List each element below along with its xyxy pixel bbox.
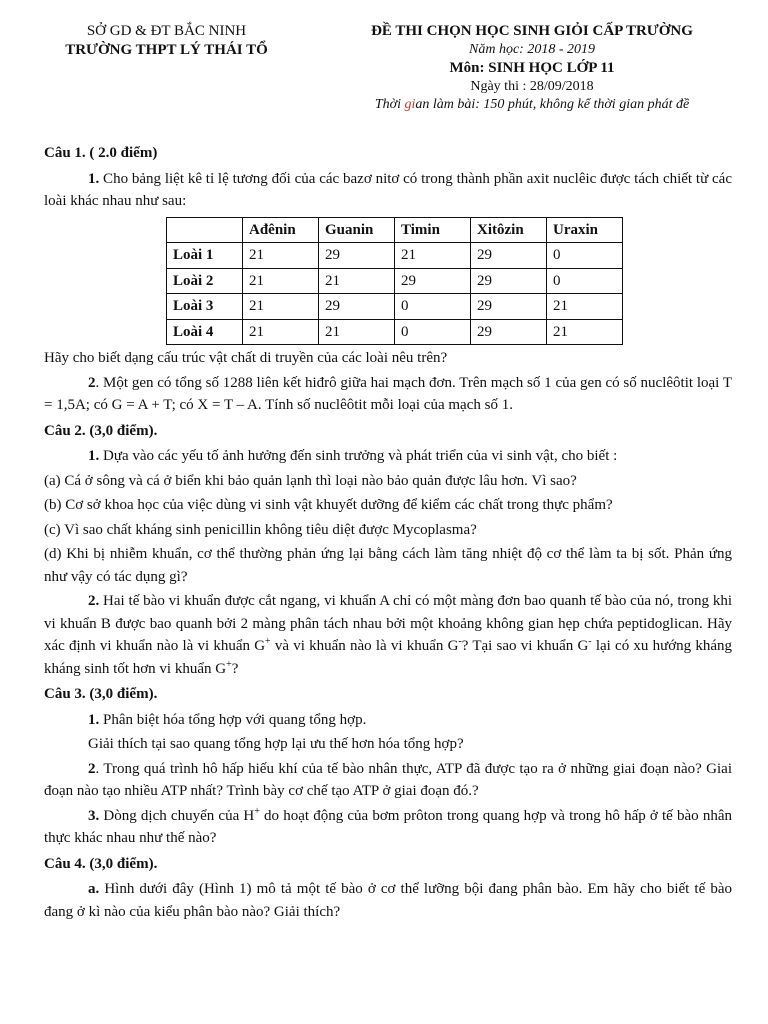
table-row bbox=[167, 243, 623, 269]
question-2-item-b: (b) Cơ sở khoa học của việc dùng vi sinh vật khuyết dưỡng để kiểm các chất trong thực phẩm? bbox=[44, 497, 613, 514]
question-3-title: Câu 3. (3,0 điểm). bbox=[44, 686, 158, 703]
table-cell: 21 bbox=[395, 243, 471, 269]
question-2-title: Câu 2. (3,0 điểm). bbox=[44, 422, 158, 439]
question-3-part-1-line-2: Giải thích tại sao quang tổng hợp lại ưu thế hơn hóa tổng hợp? bbox=[88, 736, 464, 753]
part-text-a: Hai tế bào vi khuẩn được cắt ngang, vi khuẩn A chỉ có một màng đơn bao quanh tế bào của nó, trong khi vi khuẩn B được bao quanh bởi 2 màng phân tách nhau bởi một khoảng không gian hẹp chứa peptidoglican. Hãy xác định vi khuẩn nào là vi khuẩn G bbox=[44, 593, 732, 655]
table-cell: 29 bbox=[471, 268, 547, 294]
table-cell: 21 bbox=[319, 319, 395, 345]
part-text: . Một gen có tổng số 1288 liên kết hiđrô giữa hai mạch đơn. Trên mạch số 1 của gen có số nuclêôtit loại T = 1,5A; có G = A + T; có X = T – A. Tính số nuclêôtit mỗi loại của mạch số 1. bbox=[44, 374, 732, 414]
part-number: 2. bbox=[88, 593, 100, 610]
table-header-cell: Timin bbox=[395, 217, 471, 243]
question-4-title: Câu 4. (3,0 điểm). bbox=[44, 855, 158, 872]
duration-highlight: gi bbox=[404, 97, 416, 113]
exam-duration bbox=[332, 96, 732, 114]
question-2-part-2 bbox=[44, 590, 732, 680]
superscript-plus: + bbox=[265, 636, 271, 648]
header bbox=[44, 22, 732, 114]
part-number: 1. bbox=[88, 448, 100, 465]
row-label: Loài 3 bbox=[167, 294, 243, 320]
school-name: TRƯỜNG THPT LÝ THÁI TỔ bbox=[65, 41, 268, 58]
table-cell: 29 bbox=[319, 243, 395, 269]
question-1-part-1 bbox=[44, 168, 732, 213]
row-label: Loài 4 bbox=[167, 319, 243, 345]
part-text-b: và vi khuẩn nào là vi khuẩn G bbox=[270, 638, 459, 655]
table-cell: 21 bbox=[319, 268, 395, 294]
header-right bbox=[332, 22, 732, 114]
table-cell: 21 bbox=[243, 243, 319, 269]
duration-part-2: an làm bài: 150 phút, không kể thời gian phát đề bbox=[415, 97, 690, 113]
part-text-a: Dòng dịch chuyển của H bbox=[99, 807, 255, 824]
superscript-minus: - bbox=[458, 636, 462, 648]
table-header-row bbox=[167, 217, 623, 243]
table-header-cell: Guanin bbox=[319, 217, 395, 243]
table-cell: 29 bbox=[395, 268, 471, 294]
table-row bbox=[167, 294, 623, 320]
table-row bbox=[167, 319, 623, 345]
table-cell: 21 bbox=[243, 268, 319, 294]
question-1-table-prompt: Hãy cho biết dạng cấu trúc vật chất di truyền của các loài nêu trên? bbox=[44, 350, 448, 367]
nitrogen-base-table bbox=[166, 217, 623, 346]
subject: Môn: SINH HỌC LỚP 11 bbox=[449, 60, 615, 77]
part-number: 1. bbox=[88, 711, 100, 728]
table-cell: 29 bbox=[471, 319, 547, 345]
table-header-cell: Xitôzin bbox=[471, 217, 547, 243]
part-text: Dựa vào các yếu tố ảnh hưởng đến sinh trưởng và phát triển của vi sinh vật, cho biết : bbox=[99, 448, 618, 465]
table-header-cell: Ađênin bbox=[243, 217, 319, 243]
table-cell: 29 bbox=[471, 294, 547, 320]
table-cell: 0 bbox=[547, 243, 623, 269]
table-cell: 0 bbox=[395, 319, 471, 345]
superscript-plus: + bbox=[226, 658, 232, 670]
header-left bbox=[44, 22, 289, 114]
question-4-part-a bbox=[44, 878, 732, 923]
question-2-part-1 bbox=[44, 445, 732, 468]
department: SỞ GD & ĐT BẮC NINH bbox=[86, 23, 247, 39]
part-text: Cho bảng liệt kê tỉ lệ tương đối của các bazơ nitơ có trong thành phần axit nuclêic được tách chiết từ các loài khác nhau như sau: bbox=[44, 170, 732, 210]
question-2-item-c: (c) Vì sao chất kháng sinh penicillin không tiêu diệt được Mycoplasma? bbox=[44, 521, 477, 538]
question-2-item-a: (a) Cá ở sông và cá ở biển khi bảo quản lạnh thì loại nào bảo quản được lâu hơn. Vì sao? bbox=[44, 472, 577, 489]
table-header-cell: Uraxin bbox=[547, 217, 623, 243]
question-1-part-2 bbox=[44, 372, 732, 417]
row-label: Loài 2 bbox=[167, 268, 243, 294]
part-text: . Trong quá trình hô hấp hiếu khí của tế bào nhân thực, ATP đã được tạo ra ở những giai đoạn nào? Giai đoạn nào tạo nhiều ATP nhất? Trình bày cơ chế tạo ATP ở giai đoạn đó.? bbox=[44, 760, 732, 800]
table-header-cell bbox=[167, 217, 243, 243]
table-cell: 21 bbox=[243, 294, 319, 320]
table-cell: 0 bbox=[395, 294, 471, 320]
question-3-part-3 bbox=[44, 805, 732, 850]
superscript-minus: - bbox=[588, 636, 592, 648]
superscript-plus: + bbox=[254, 805, 260, 817]
table-cell: 0 bbox=[547, 268, 623, 294]
question-1-title: Câu 1. ( 2.0 điểm) bbox=[44, 145, 158, 162]
table-cell: 29 bbox=[471, 243, 547, 269]
part-number: 1. bbox=[88, 170, 100, 187]
table-cell: 21 bbox=[547, 294, 623, 320]
table-row bbox=[167, 268, 623, 294]
part-text-b: do hoạt động của bơm prôton trong quang hợp và trong hô hấp ở tế bào nhân thực khác nhau như thế nào? bbox=[44, 807, 732, 847]
table-cell: 21 bbox=[243, 319, 319, 345]
part-text-e: ? bbox=[231, 660, 239, 677]
question-3-part-1 bbox=[44, 709, 732, 732]
part-text: Hình dưới đây (Hình 1) mô tả một tế bào ở cơ thể lưỡng bội đang phân bào. Em hãy cho biết tế bào đang ở kì nào của kiểu phân bào nào? Giải thích? bbox=[44, 881, 732, 920]
part-number: a. bbox=[88, 881, 100, 898]
row-label: Loài 1 bbox=[167, 243, 243, 269]
part-text-d: lại có xu hướng kháng kháng sinh tốt hơn vi khuẩn G bbox=[44, 638, 733, 677]
duration-part-1: Thời bbox=[374, 97, 405, 113]
exam-content bbox=[44, 142, 732, 923]
table-cell: 29 bbox=[319, 294, 395, 320]
part-text-c: ? Tại sao vi khuẩn G bbox=[461, 638, 589, 655]
exam-date: Ngày thi : 28/09/2018 bbox=[470, 79, 594, 95]
table-cell: 21 bbox=[547, 319, 623, 345]
school-year: Năm học: 2018 - 2019 bbox=[469, 42, 595, 58]
exam-title: ĐỀ THI CHỌN HỌC SINH GIỎI CẤP TRƯỜNG bbox=[371, 23, 693, 39]
question-3-part-2 bbox=[44, 758, 732, 803]
part-number: 3. bbox=[88, 807, 100, 824]
part-number: 2 bbox=[88, 374, 96, 391]
question-2-item-d: (d) Khi bị nhiễm khuẩn, cơ thể thường phản ứng lại bằng cách làm tăng nhiệt độ cơ thể làm ta bị sốt. Phản ứng như vậy có tác dụng gì? bbox=[44, 546, 732, 585]
part-number: 2 bbox=[88, 760, 96, 777]
part-text: Phân biệt hóa tổng hợp với quang tổng hợp. bbox=[99, 711, 367, 728]
